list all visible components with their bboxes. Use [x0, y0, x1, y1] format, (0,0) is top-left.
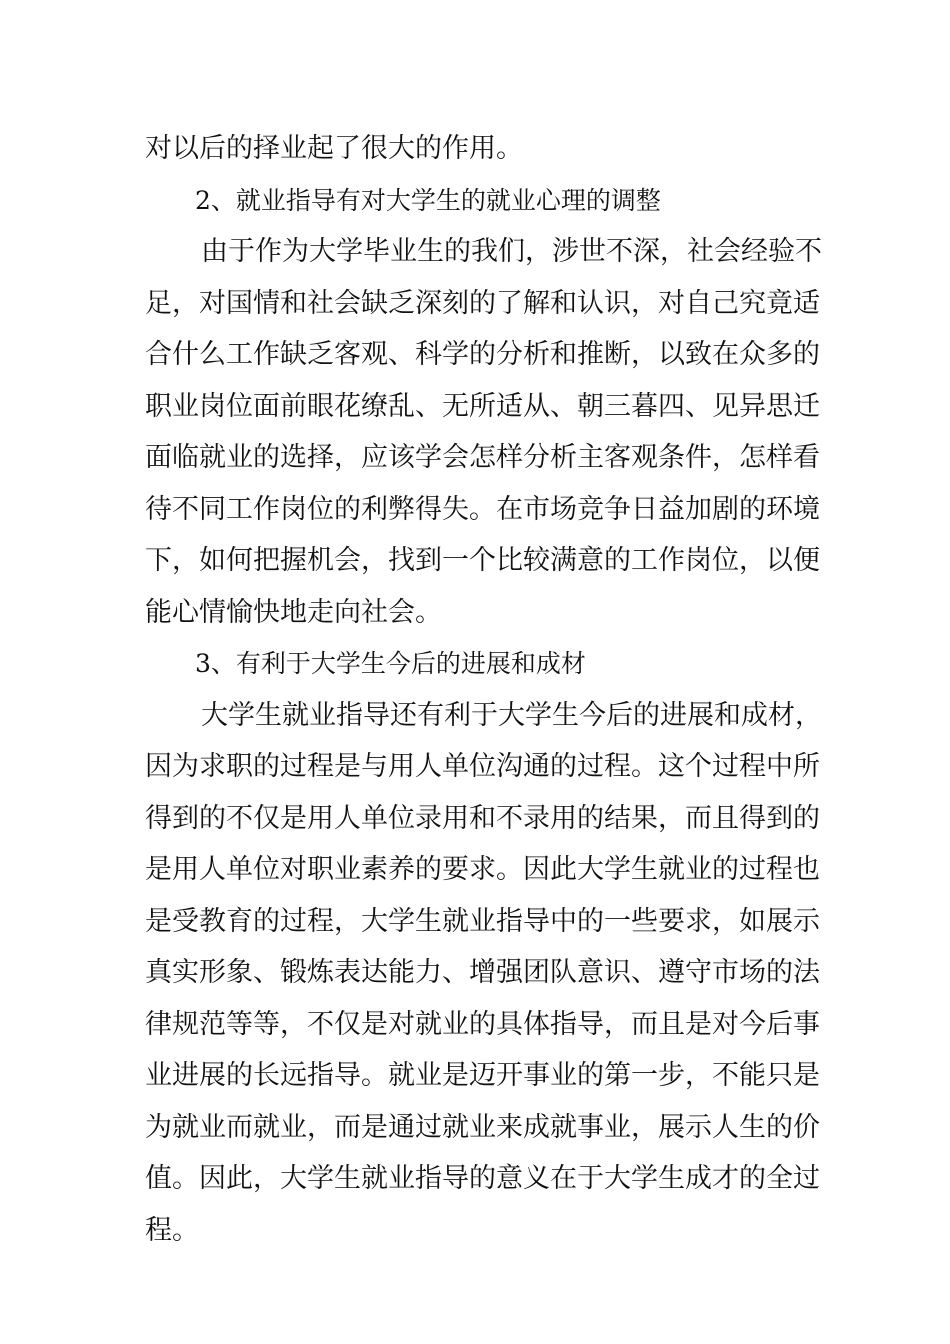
text-line: 真实形象、锻炼表达能力、增强团队意识、遵守市场的法: [145, 957, 820, 988]
body-text: [145, 123, 822, 1256]
section-heading: 3、有利于大学生今后的进展和成材: [195, 649, 586, 678]
text-line: 足，对国情和社会缺乏深刻的了解和认识，对自己究竟适: [145, 287, 820, 319]
text-line: 由于作为大学毕业生的我们，涉世不深，社会经验不: [201, 236, 822, 267]
text-line: 业进展的长远指导。就业是迈开事业的第一步，不能只是: [145, 1060, 820, 1091]
text-line: 是受教育的过程，大学生就业指导中的一些要求，如展示: [145, 905, 820, 937]
text-line: 大学生就业指导还有利于大学生今后的进展和成材，: [201, 699, 822, 731]
text-line: 对以后的择业起了很大的作用。: [145, 133, 523, 164]
text-line: 职业岗位面前眼花缭乱、无所适从、朝三暮四、见异思迁: [145, 390, 820, 422]
text-line: 程。: [145, 1214, 199, 1246]
text-line: 下，如何把握机会，找到一个比较满意的工作岗位，以便: [145, 545, 820, 576]
text-line: 因为求职的过程是与用人单位沟通的过程。这个过程中所: [145, 751, 820, 782]
text-line: 为就业而就业，而是通过就业来成就事业，展示人生的价: [145, 1111, 820, 1143]
section-heading: 2、就业指导有对大学生的就业心理的调整: [195, 185, 661, 215]
text-line: 值。因此，大学生就业指导的意义在于大学生成才的全过: [145, 1163, 820, 1194]
text-line: 律规范等等，不仅是对就业的具体指导，而且是对今后事: [145, 1008, 820, 1040]
text-line: 面临就业的选择，应该学会怎样分析主客观条件，怎样看: [145, 442, 820, 473]
text-line: 待不同工作岗位的利弊得失。在市场竞争日益加剧的环境: [145, 493, 820, 525]
text-line: 得到的不仅是用人单位录用和不录用的结果，而且得到的: [145, 802, 820, 834]
text-line: 能心情愉快地走向社会。: [145, 596, 442, 628]
text-line: 合什么工作缺乏客观、科学的分析和推断，以致在众多的: [145, 339, 820, 370]
text-line: 是用人单位对职业素养的要求。因此大学生就业的过程也: [145, 854, 820, 885]
